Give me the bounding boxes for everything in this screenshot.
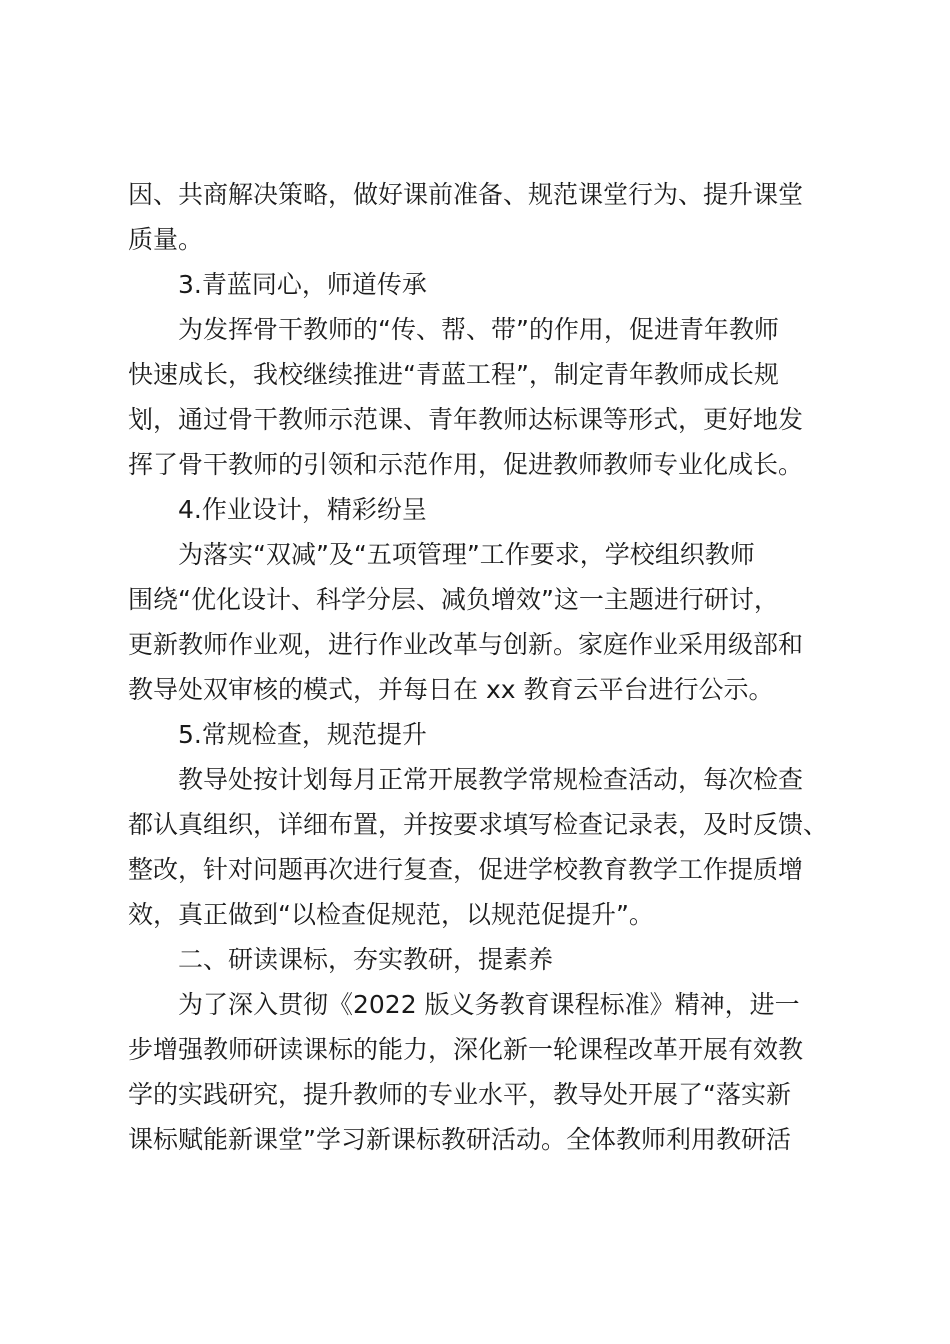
paragraph-line: 课标赋能新课堂”学习新课标教研活动。全体教师利用教研活 (128, 1125, 791, 1154)
paragraph-line: 为落实“双减”及“五项管理”工作要求，学校组织教师 (178, 540, 755, 569)
paragraph-line: 为了深入贯彻《2022 版义务教育课程标准》精神，进一 (178, 990, 800, 1019)
paragraph-line: 为发挥骨干教师的“传、帮、带”的作用，促进青年教师 (178, 315, 779, 344)
paragraph-line: 整改，针对问题再次进行复查，促进学校教育教学工作提质增 (128, 855, 804, 884)
paragraph-line: 都认真组织，详细布置，并按要求填写检查记录表，及时反馈、 (128, 810, 829, 839)
paragraph-line: 划，通过骨干教师示范课、青年教师达标课等形式，更好地发 (128, 405, 804, 434)
paragraph-line: 围绕“优化设计、科学分层、减负增效”这一主题进行研讨， (128, 585, 779, 614)
section-heading: 4.作业设计，精彩纷呈 (178, 495, 427, 524)
paragraph-line: 因、共商解决策略，做好课前准备、规范课堂行为、提升课堂 (128, 180, 804, 209)
paragraph-line: 挥了骨干教师的引领和示范作用，促进教师教师专业化成长。 (128, 450, 804, 479)
paragraph-line: 学的实践研究，提升教师的专业水平，教导处开展了“落实新 (128, 1080, 791, 1109)
paragraph-line: 快速成长，我校继续推进“青蓝工程”，制定青年教师成长规 (128, 360, 779, 389)
section-heading: 二、研读课标，夯实教研，提素养 (178, 945, 554, 974)
paragraph-line: 效，真正做到“以检查促规范，以规范促提升”。 (128, 900, 654, 929)
section-heading: 3.青蓝同心，师道传承 (178, 270, 427, 299)
section-heading: 5.常规检查，规范提升 (178, 720, 427, 749)
paragraph-line: 质量。 (128, 225, 204, 254)
paragraph-line: 步增强教师研读课标的能力，深化新一轮课程改革开展有效教 (128, 1035, 804, 1064)
paragraph-line: 教导处按计划每月正常开展教学常规检查活动，每次检查 (178, 765, 804, 794)
paragraph-line: 教导处双审核的模式，并每日在 xx 教育云平台进行公示。 (128, 675, 774, 704)
paragraph-line: 更新教师作业观，进行作业改革与创新。家庭作业采用级部和 (128, 630, 804, 659)
